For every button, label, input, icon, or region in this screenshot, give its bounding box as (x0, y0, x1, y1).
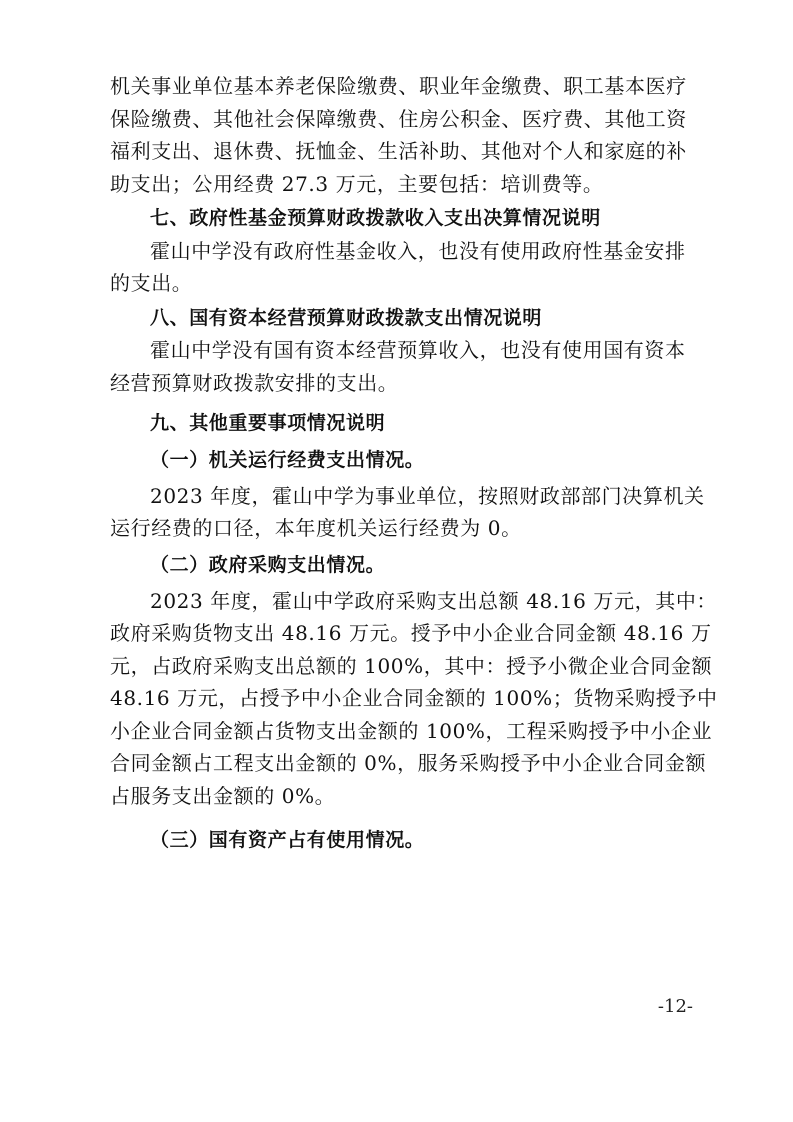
text-line: 2023 年度，霍山中学为事业单位，按照财政部部门决算机关 (150, 483, 705, 508)
subsection-heading-3: （三）国有资产占有使用情况。 (150, 829, 425, 851)
subsection-heading-2: （二）政府采购支出情况。 (150, 553, 386, 576)
text-line: 助支出；公用经费 27.3 万元，主要包括：培训费等。 (110, 171, 604, 196)
subsection-1-paragraph-cont (110, 512, 700, 545)
text-line: 机关事业单位基本养老保险缴费、职业年金缴费、职工基本医疗 (110, 74, 687, 98)
section-heading-8: 八、国有资本经营预算财政拨款支出情况说明 (150, 306, 543, 329)
text-line: 2023 年度，霍山中学政府采购支出总额 48.16 万元，其中： (150, 588, 718, 613)
text-line: 合同金额占工程支出金额的 0%，服务采购授予中小企业合同金额 (110, 751, 707, 775)
text-line: 霍山中学没有国有资本经营预算收入，也没有使用国有资本 (150, 338, 686, 362)
subsection-heading-1: （一）机关运行经费支出情况。 (150, 448, 425, 471)
text-line: 经营预算财政拨款安排的支出。 (110, 370, 399, 395)
text-line: 小企业合同金额占货物支出金额的 100%，工程采购授予中小企业 (110, 718, 713, 743)
section-7-paragraph (110, 235, 700, 268)
text-line: 48.16 万元，占授予中小企业合同金额的 100%；货物采购授予中 (110, 686, 718, 710)
subsection-2-paragraph-cont (110, 617, 718, 812)
section-heading-7: 七、政府性基金预算财政拨款收入支出决算情况说明 (150, 207, 601, 229)
text-line: 福利支出、退休费、抚恤金、生活补助、其他对个人和家庭的补 (110, 139, 687, 163)
text-line: 元，占政府采购支出总额的 100%，其中：授予小微企业合同金额 (110, 653, 713, 678)
section-heading-9: 九、其他重要事项情况说明 (150, 412, 386, 434)
section-8-paragraph (110, 334, 700, 367)
section-8-paragraph-cont (110, 367, 700, 400)
text-line: 的支出。 (110, 271, 193, 295)
text-line: 运行经费的口径，本年度机关运行经费为 0。 (110, 516, 522, 540)
text-line: 霍山中学没有政府性基金收入，也没有使用政府性基金安排 (150, 238, 686, 263)
subsection-2-paragraph (110, 585, 718, 618)
page-number: -12- (657, 996, 693, 1017)
continued-paragraph (110, 70, 700, 200)
text-line: 政府采购货物支出 48.16 万元。授予中小企业合同金额 48.16 万 (110, 621, 712, 645)
text-line: 占服务支出金额的 0%。 (110, 783, 336, 808)
section-7-paragraph-cont (110, 267, 700, 300)
subsection-1-paragraph (110, 480, 705, 513)
text-line: 保险缴费、其他社会保障缴费、住房公积金、医疗费、其他工资 (110, 106, 687, 131)
page-content (110, 70, 718, 860)
